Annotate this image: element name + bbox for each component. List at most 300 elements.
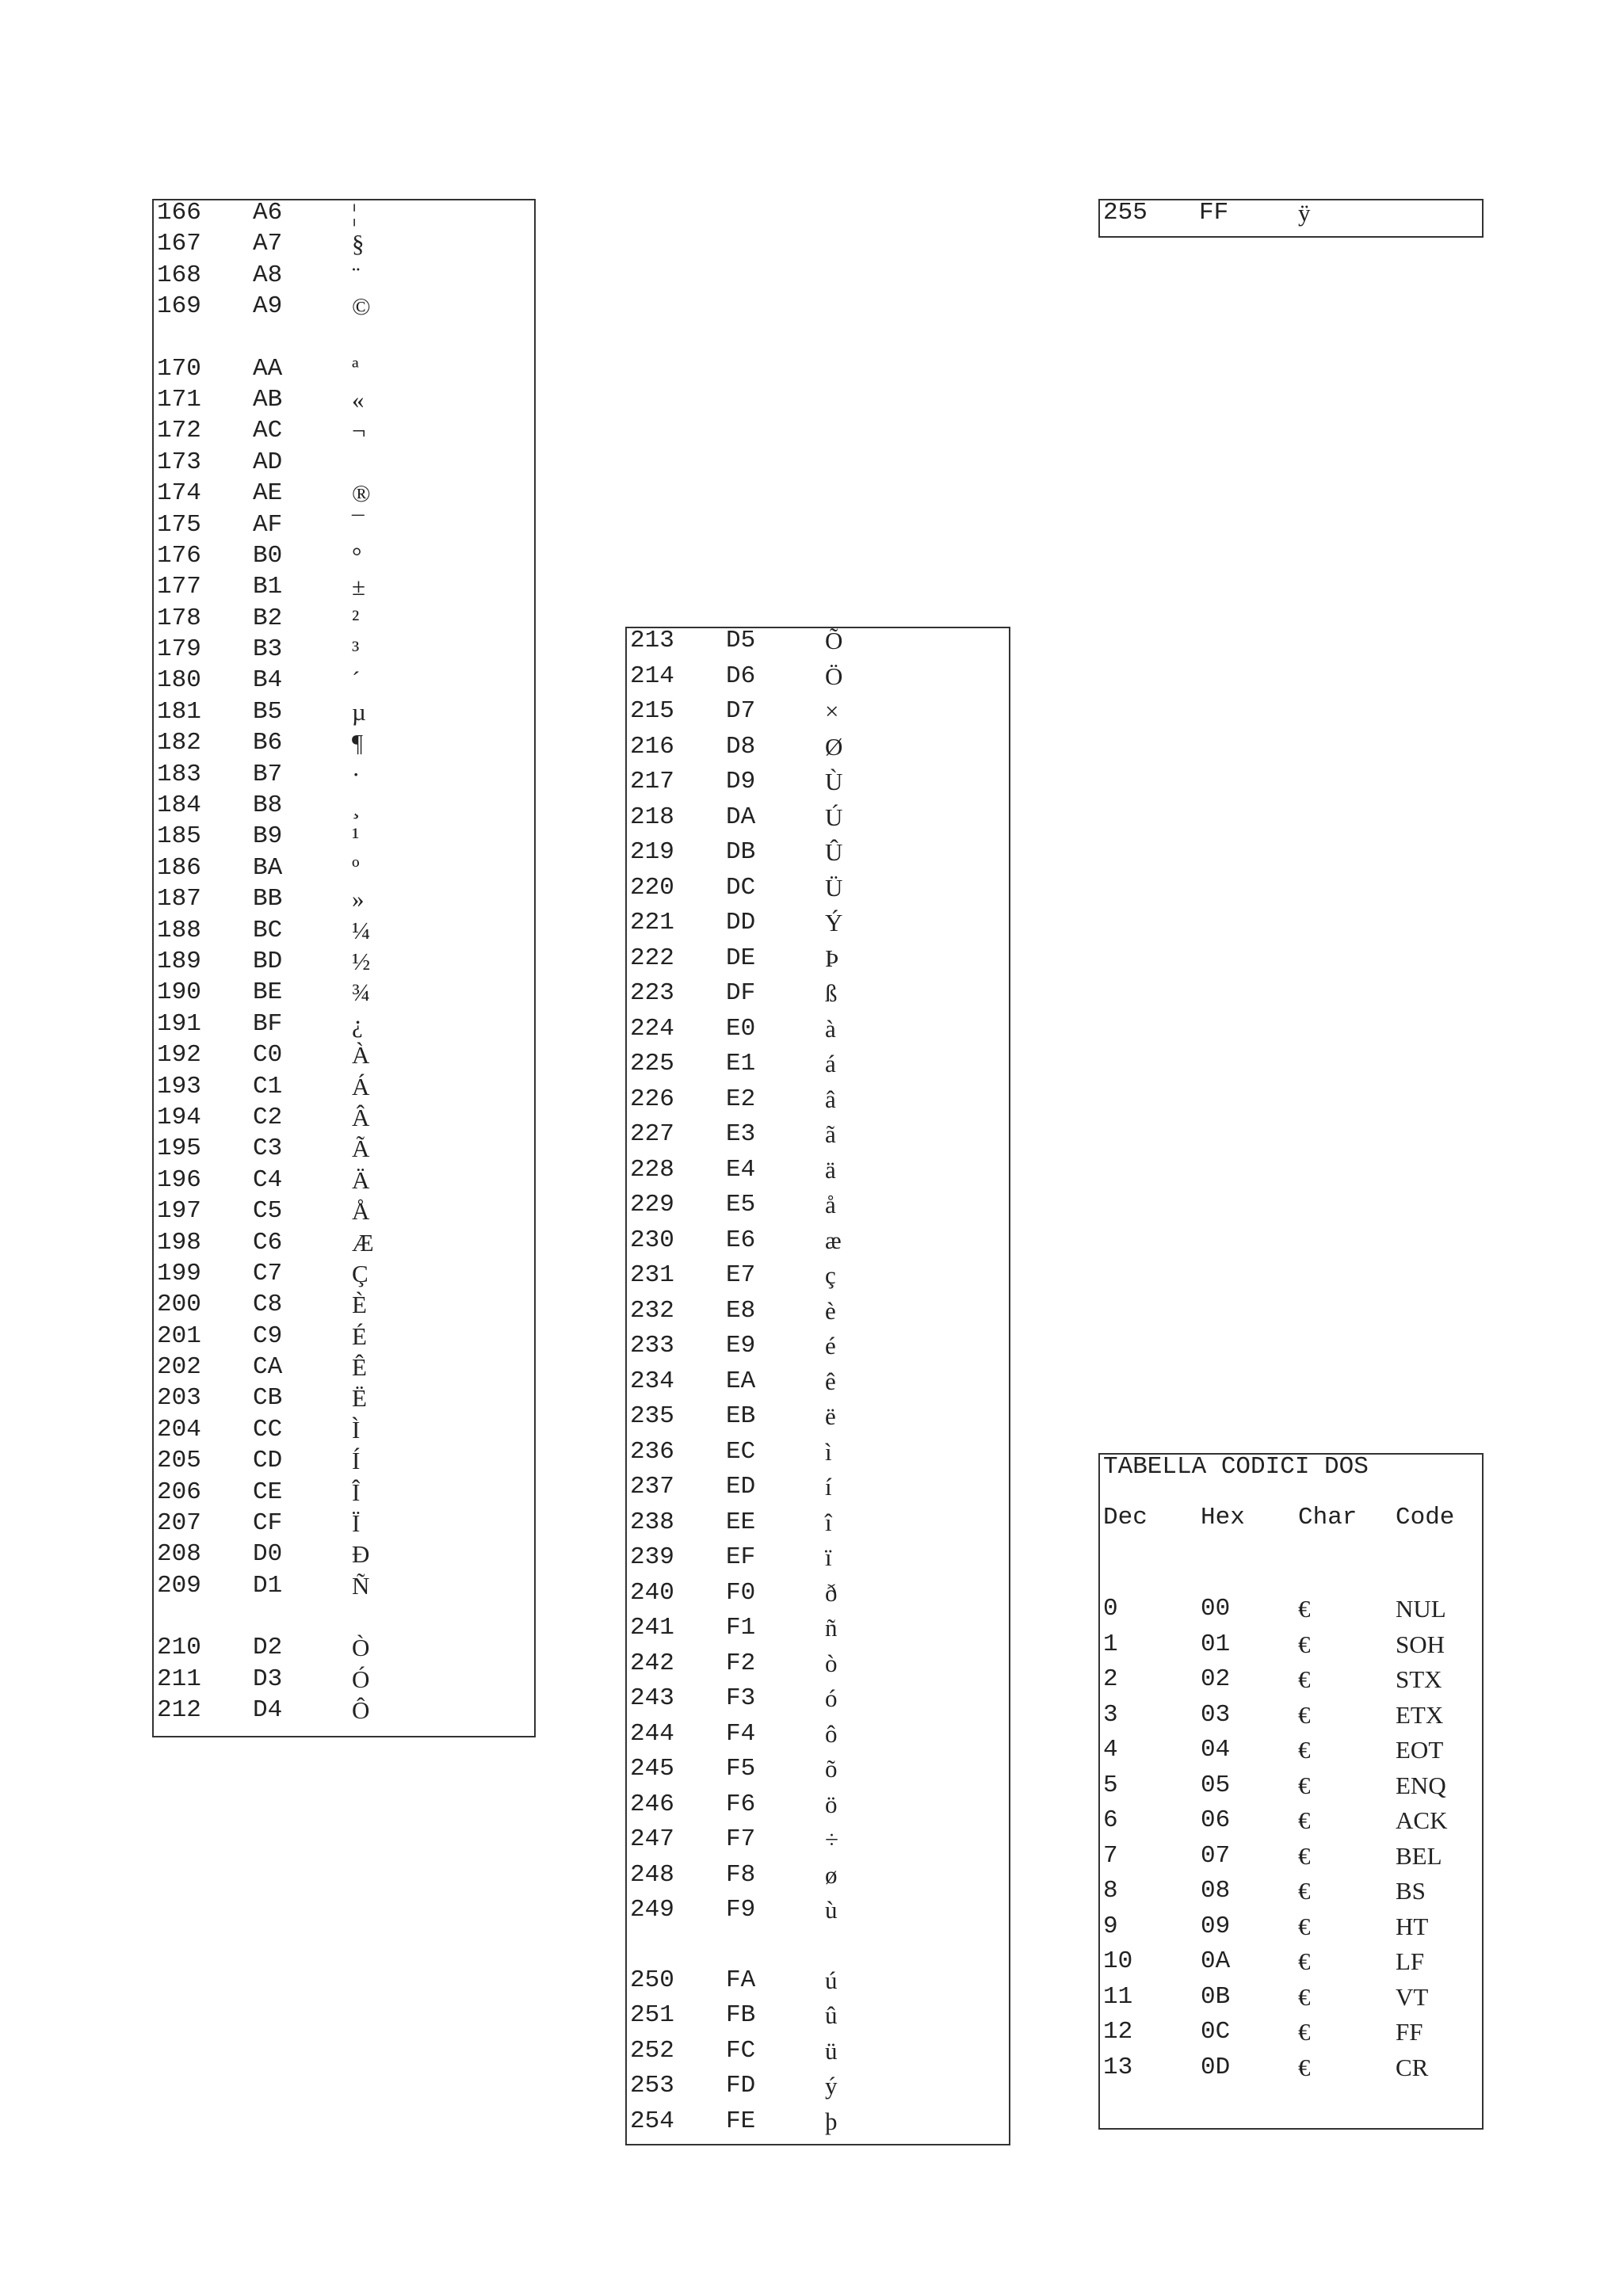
table-row bbox=[627, 1545, 1009, 1581]
cell-code: VT bbox=[1396, 1982, 1429, 2011]
header-char: Char bbox=[1298, 1504, 1358, 1531]
cell-char: Ç bbox=[352, 1259, 369, 1287]
cell-dec: 192 bbox=[157, 1041, 201, 1070]
cell-hex: FE bbox=[726, 2107, 756, 2135]
table-row bbox=[154, 1009, 534, 1043]
cell-char: ¸ bbox=[352, 791, 361, 820]
cell-hex: 04 bbox=[1201, 1736, 1231, 1764]
cell-hex: DA bbox=[726, 803, 756, 831]
cell-char: € bbox=[1298, 1771, 1311, 1799]
dos-table-title-row bbox=[1100, 1455, 1482, 1490]
table-row bbox=[154, 793, 534, 824]
table-row bbox=[627, 1263, 1009, 1299]
table-row bbox=[154, 1292, 534, 1323]
cell-hex: A8 bbox=[253, 261, 283, 289]
cell-hex: FD bbox=[726, 2072, 756, 2100]
cell-hex: C1 bbox=[253, 1072, 283, 1100]
cell-hex: A6 bbox=[253, 199, 283, 227]
table-row bbox=[627, 699, 1009, 734]
cell-hex: F5 bbox=[726, 1755, 756, 1783]
cell-dec: 247 bbox=[630, 1825, 674, 1853]
cell-hex: D7 bbox=[726, 697, 756, 725]
cell-hex: DF bbox=[726, 979, 756, 1007]
cell-hex: B1 bbox=[253, 573, 283, 601]
cell-char: € bbox=[1298, 1912, 1311, 1940]
cell-hex: 03 bbox=[1201, 1700, 1231, 1729]
table-row bbox=[627, 1756, 1009, 1792]
cell-dec: 183 bbox=[157, 760, 201, 788]
cell-hex: B0 bbox=[253, 541, 283, 570]
cell-char: µ bbox=[352, 697, 366, 726]
cell-char: » bbox=[352, 885, 365, 913]
cell-char: Ñ bbox=[352, 1571, 370, 1600]
cell-char: Î bbox=[352, 1478, 361, 1506]
table-row bbox=[627, 946, 1009, 982]
table-row bbox=[154, 1261, 534, 1292]
table-row bbox=[154, 1324, 534, 1355]
table-row bbox=[154, 1635, 534, 1666]
char-table-middle bbox=[625, 627, 1010, 2145]
cell-hex: 0C bbox=[1201, 2018, 1231, 2046]
cell-char: ÷ bbox=[825, 1825, 839, 1853]
table-row bbox=[627, 664, 1009, 700]
cell-char: Ü bbox=[825, 873, 843, 902]
cell-char: Ê bbox=[352, 1353, 367, 1382]
cell-dec: 166 bbox=[157, 199, 201, 227]
table-row bbox=[627, 734, 1009, 770]
table-row bbox=[154, 1136, 534, 1167]
cell-char: í bbox=[825, 1473, 832, 1501]
cell-char: Â bbox=[352, 1103, 370, 1131]
cell-hex: FA bbox=[726, 1966, 756, 1994]
cell-hex: 0A bbox=[1201, 1947, 1231, 1975]
table-row bbox=[627, 1578, 1009, 1616]
cell-dec: 212 bbox=[157, 1695, 201, 1724]
table-row bbox=[154, 1695, 534, 1729]
cell-dec: 221 bbox=[630, 909, 674, 936]
cell-char: Á bbox=[352, 1072, 370, 1100]
cell-dec: 171 bbox=[157, 385, 201, 414]
table-row bbox=[154, 1573, 534, 1604]
table-row bbox=[154, 387, 534, 418]
table-row bbox=[1100, 1773, 1482, 1809]
table-row bbox=[627, 1155, 1009, 1193]
table-row bbox=[1100, 1737, 1482, 1773]
cell-hex: AB bbox=[253, 385, 283, 414]
cell-char: ¨ bbox=[352, 261, 361, 289]
cell-hex: 00 bbox=[1201, 1595, 1231, 1623]
cell-char: æ bbox=[825, 1226, 842, 1254]
table-row bbox=[154, 762, 534, 793]
cell-char: ¾ bbox=[352, 978, 371, 1007]
cell-char: Ä bbox=[352, 1165, 370, 1194]
table-row bbox=[154, 949, 534, 980]
cell-dec: 177 bbox=[157, 573, 201, 601]
cell-dec: 241 bbox=[630, 1614, 674, 1642]
table-row bbox=[154, 980, 534, 1011]
cell-char: Ï bbox=[352, 1509, 361, 1538]
table-row bbox=[154, 697, 534, 730]
cell-dec: 237 bbox=[630, 1473, 674, 1501]
table-row bbox=[1100, 1700, 1482, 1738]
table-row bbox=[154, 354, 534, 387]
header-code: Code bbox=[1396, 1504, 1455, 1531]
cell-code: CR bbox=[1396, 2053, 1429, 2081]
cell-char: × bbox=[825, 697, 839, 725]
cell-char: à bbox=[825, 1014, 836, 1043]
cell-char: ö bbox=[825, 1790, 838, 1818]
cell-dec: 176 bbox=[157, 541, 201, 570]
cell-char: Ð bbox=[352, 1540, 370, 1569]
cell-hex: C5 bbox=[253, 1197, 283, 1226]
table-row bbox=[627, 1296, 1009, 1334]
table-row bbox=[154, 668, 534, 699]
cell-dec: 180 bbox=[157, 666, 201, 695]
table-row bbox=[154, 824, 534, 855]
cell-dec: 226 bbox=[630, 1085, 674, 1113]
cell-dec: 170 bbox=[157, 354, 201, 383]
cell-char: Õ bbox=[825, 627, 843, 654]
cell-dec: 190 bbox=[157, 978, 201, 1007]
cell-code: ACK bbox=[1396, 1806, 1448, 1834]
header-hex: Hex bbox=[1201, 1504, 1245, 1531]
table-row bbox=[154, 450, 534, 481]
table-row bbox=[627, 1686, 1009, 1722]
cell-dec: 227 bbox=[630, 1120, 674, 1148]
cell-dec: 255 bbox=[1103, 199, 1148, 227]
cell-dec: 208 bbox=[157, 1540, 201, 1569]
cell-hex: F3 bbox=[726, 1684, 756, 1712]
cell-dec: 245 bbox=[630, 1755, 674, 1783]
cell-char: è bbox=[825, 1296, 836, 1325]
cell-dec: 232 bbox=[630, 1296, 674, 1325]
table-row bbox=[154, 1043, 534, 1074]
table-row bbox=[154, 481, 534, 512]
table-row bbox=[154, 1542, 534, 1573]
cell-dec: 2 bbox=[1103, 1665, 1118, 1693]
cell-dec: 220 bbox=[630, 873, 674, 902]
cell-dec: 6 bbox=[1103, 1806, 1118, 1834]
cell-hex: A7 bbox=[253, 230, 283, 258]
cell-code: EOT bbox=[1396, 1736, 1444, 1764]
table-row bbox=[154, 1417, 534, 1448]
table-row bbox=[627, 1968, 1009, 2004]
cell-char: Æ bbox=[352, 1228, 374, 1257]
cell-dec: 211 bbox=[157, 1665, 201, 1693]
cell-hex: FC bbox=[726, 2036, 756, 2065]
cell-hex: D2 bbox=[253, 1634, 283, 1662]
table-row bbox=[154, 1165, 534, 1199]
table-row bbox=[154, 263, 534, 294]
cell-dec: 213 bbox=[630, 627, 674, 654]
cell-dec: 214 bbox=[630, 662, 674, 690]
cell-dec: 11 bbox=[1103, 1982, 1133, 2011]
cell-hex: DB bbox=[726, 838, 756, 866]
cell-hex: E2 bbox=[726, 1085, 756, 1113]
cell-hex: ED bbox=[726, 1473, 756, 1501]
table-row bbox=[154, 1511, 534, 1542]
cell-hex: 0B bbox=[1201, 1982, 1231, 2011]
cell-hex: E6 bbox=[726, 1226, 756, 1254]
table-row bbox=[627, 1369, 1009, 1405]
cell-dec: 222 bbox=[630, 944, 674, 972]
cell-dec: 174 bbox=[157, 479, 201, 508]
cell-dec: 196 bbox=[157, 1165, 201, 1194]
cell-dec: 225 bbox=[630, 1050, 674, 1077]
cell-hex: C8 bbox=[253, 1291, 283, 1319]
cell-dec: 246 bbox=[630, 1790, 674, 1818]
cell-dec: 9 bbox=[1103, 1912, 1118, 1940]
table-row bbox=[1100, 1914, 1482, 1950]
cell-code: STX bbox=[1396, 1665, 1442, 1693]
cell-code: BEL bbox=[1396, 1841, 1442, 1870]
table-row bbox=[627, 1122, 1009, 1158]
cell-char: Ú bbox=[825, 803, 843, 831]
cell-hex: C7 bbox=[253, 1259, 283, 1287]
cell-hex: D3 bbox=[253, 1665, 283, 1693]
table-row bbox=[154, 1355, 534, 1386]
cell-hex: B9 bbox=[253, 822, 283, 851]
cell-char: ª bbox=[352, 354, 359, 383]
table-row bbox=[627, 1333, 1009, 1369]
cell-dec: 167 bbox=[157, 230, 201, 258]
table-row bbox=[1100, 2055, 1482, 2091]
cell-dec: 188 bbox=[157, 916, 201, 944]
table-row bbox=[627, 2036, 1009, 2074]
cell-char: € bbox=[1298, 2053, 1311, 2081]
table-row bbox=[627, 1615, 1009, 1651]
cell-dec: 7 bbox=[1103, 1841, 1118, 1870]
cell-char: ¶ bbox=[352, 729, 364, 757]
dos-table-body bbox=[1100, 1596, 1482, 2090]
cell-char: € bbox=[1298, 1947, 1311, 1975]
cell-char: ¿ bbox=[352, 1009, 363, 1038]
cell-char: á bbox=[825, 1050, 836, 1077]
table-row bbox=[627, 2109, 1009, 2145]
cell-hex: EE bbox=[726, 1508, 756, 1536]
cell-char: Í bbox=[352, 1447, 361, 1475]
cell-hex: DE bbox=[726, 944, 756, 972]
cell-dec: 216 bbox=[630, 732, 674, 761]
cell-hex: D5 bbox=[726, 627, 756, 654]
cell-char: õ bbox=[825, 1755, 838, 1783]
cell-hex: 09 bbox=[1201, 1912, 1231, 1940]
cell-char: â bbox=[825, 1085, 836, 1113]
cell-char: € bbox=[1298, 1736, 1311, 1764]
table-row bbox=[627, 2073, 1009, 2109]
cell-dec: 13 bbox=[1103, 2053, 1133, 2081]
table-row bbox=[154, 510, 534, 543]
cell-dec: 175 bbox=[157, 510, 201, 539]
table-row bbox=[627, 1016, 1009, 1052]
table-row bbox=[627, 1051, 1009, 1087]
cell-char: Ö bbox=[825, 662, 843, 690]
cell-hex: C0 bbox=[253, 1041, 283, 1070]
cell-char: © bbox=[352, 292, 371, 321]
table-row bbox=[154, 887, 534, 917]
table-row bbox=[154, 606, 534, 637]
cell-char: ý bbox=[825, 2072, 838, 2100]
table-row bbox=[627, 1719, 1009, 1757]
cell-hex: EA bbox=[726, 1367, 756, 1395]
cell-dec: 10 bbox=[1103, 1947, 1133, 1975]
table-row bbox=[154, 231, 534, 262]
cell-char: ß bbox=[825, 979, 838, 1007]
table-row bbox=[627, 805, 1009, 841]
cell-hex: AF bbox=[253, 510, 283, 539]
cell-hex: D4 bbox=[253, 1695, 283, 1724]
cell-char: À bbox=[352, 1041, 370, 1070]
cell-char: Ã bbox=[352, 1135, 370, 1163]
cell-char: ² bbox=[352, 604, 360, 632]
cell-dec: 223 bbox=[630, 979, 674, 1007]
cell-char: € bbox=[1298, 1877, 1311, 1905]
cell-char: ø bbox=[825, 1860, 838, 1889]
table-row bbox=[627, 1437, 1009, 1475]
cell-hex: CE bbox=[253, 1478, 283, 1506]
cell-char: ³ bbox=[352, 635, 360, 664]
cell-hex: EF bbox=[726, 1543, 756, 1571]
cell-char: ð bbox=[825, 1578, 838, 1607]
cell-hex: 01 bbox=[1201, 1630, 1231, 1658]
cell-hex: C2 bbox=[253, 1103, 283, 1131]
cell-char: þ bbox=[825, 2107, 838, 2135]
dos-code-table bbox=[1098, 1453, 1484, 2130]
table-row bbox=[627, 1792, 1009, 1828]
char-table-left bbox=[152, 199, 536, 1737]
cell-dec: 187 bbox=[157, 885, 201, 913]
cell-hex: D9 bbox=[726, 768, 756, 795]
cell-dec: 202 bbox=[157, 1353, 201, 1382]
cell-code: HT bbox=[1396, 1912, 1429, 1940]
table-row bbox=[154, 1480, 534, 1511]
cell-dec: 244 bbox=[630, 1719, 674, 1748]
cell-hex: DD bbox=[726, 909, 756, 936]
cell-hex: F2 bbox=[726, 1649, 756, 1677]
cell-char: ´ bbox=[352, 666, 361, 695]
cell-dec: 195 bbox=[157, 1135, 201, 1163]
cell-dec: 181 bbox=[157, 697, 201, 726]
cell-char: € bbox=[1298, 1595, 1311, 1623]
cell-char: Å bbox=[352, 1197, 370, 1226]
cell-char: ¬ bbox=[352, 417, 366, 445]
table-row bbox=[627, 840, 1009, 875]
cell-dec: 231 bbox=[630, 1261, 674, 1289]
cell-dec: 186 bbox=[157, 853, 201, 882]
cell-hex: E9 bbox=[726, 1332, 756, 1360]
cell-dec: 198 bbox=[157, 1228, 201, 1257]
cell-dec: 249 bbox=[630, 1896, 674, 1924]
cell-char: ú bbox=[825, 1966, 838, 1994]
table-row bbox=[1100, 1982, 1482, 2020]
cell-hex: 05 bbox=[1201, 1771, 1231, 1799]
table-row bbox=[1100, 1949, 1482, 1985]
table-row bbox=[154, 1074, 534, 1105]
cell-dec: 185 bbox=[157, 822, 201, 851]
cell-dec: 184 bbox=[157, 791, 201, 820]
table-row bbox=[627, 1860, 1009, 1898]
cell-char: Ý bbox=[825, 909, 843, 936]
cell-dec: 168 bbox=[157, 261, 201, 289]
table-row bbox=[627, 1474, 1009, 1510]
cell-dec: 218 bbox=[630, 803, 674, 831]
cell-dec: 240 bbox=[630, 1578, 674, 1607]
cell-char: · bbox=[352, 760, 361, 788]
cell-char: Ù bbox=[825, 768, 843, 795]
cell-hex: CC bbox=[253, 1415, 283, 1444]
char-table-top-right bbox=[1098, 199, 1484, 238]
cell-dec: 200 bbox=[157, 1291, 201, 1319]
cell-hex: B3 bbox=[253, 635, 283, 664]
cell-dec: 3 bbox=[1103, 1700, 1118, 1729]
table-row bbox=[154, 1667, 534, 1698]
cell-dec: 250 bbox=[630, 1966, 674, 1994]
cell-hex: BE bbox=[253, 978, 283, 1007]
cell-char: å bbox=[825, 1191, 836, 1219]
cell-hex: AA bbox=[253, 354, 283, 383]
cell-dec: 230 bbox=[630, 1226, 674, 1254]
header-dec: Dec bbox=[1103, 1504, 1148, 1531]
cell-dec: 204 bbox=[157, 1415, 201, 1444]
table-row bbox=[627, 910, 1009, 946]
cell-hex: E3 bbox=[726, 1120, 756, 1148]
cell-hex: EB bbox=[726, 1402, 756, 1430]
table-row bbox=[154, 1386, 534, 1417]
cell-char: ¯ bbox=[352, 510, 365, 539]
cell-char: « bbox=[352, 385, 365, 414]
cell-dec: 229 bbox=[630, 1191, 674, 1219]
cell-dec: 189 bbox=[157, 947, 201, 975]
cell-hex: CA bbox=[253, 1353, 283, 1382]
cell-hex: BA bbox=[253, 853, 283, 882]
table-row bbox=[627, 1510, 1009, 1546]
cell-char: ë bbox=[825, 1402, 836, 1430]
dos-table-title: TABELLA CODICI DOS bbox=[1103, 1453, 1369, 1481]
cell-dec: 4 bbox=[1103, 1736, 1118, 1764]
cell-hex: F1 bbox=[726, 1614, 756, 1642]
cell-dec: 252 bbox=[630, 2036, 674, 2065]
cell-hex: FB bbox=[726, 2001, 756, 2029]
cell-hex: BF bbox=[253, 1009, 283, 1038]
table-row bbox=[627, 628, 1009, 664]
cell-char: € bbox=[1298, 1665, 1311, 1693]
cell-char: ä bbox=[825, 1155, 836, 1184]
cell-char: ô bbox=[825, 1719, 838, 1748]
cell-dec: 251 bbox=[630, 2001, 674, 2029]
cell-hex: B2 bbox=[253, 604, 283, 632]
cell-char: ÿ bbox=[1298, 199, 1311, 227]
cell-hex: F7 bbox=[726, 1825, 756, 1853]
cell-char: Ë bbox=[352, 1384, 367, 1413]
table-row bbox=[1100, 1632, 1482, 1668]
cell-char: Ó bbox=[352, 1665, 370, 1693]
cell-char: ® bbox=[352, 479, 371, 508]
cell-char: ñ bbox=[825, 1614, 838, 1642]
cell-code: SOH bbox=[1396, 1630, 1445, 1658]
cell-char: ì bbox=[825, 1437, 832, 1466]
cell-char: ï bbox=[825, 1543, 832, 1571]
cell-char: º bbox=[352, 853, 360, 882]
cell-dec: 215 bbox=[630, 697, 674, 725]
table-row bbox=[154, 574, 534, 605]
cell-char: ê bbox=[825, 1367, 836, 1395]
cell-hex: D1 bbox=[253, 1571, 283, 1600]
cell-dec: 224 bbox=[630, 1014, 674, 1043]
cell-dec: 173 bbox=[157, 448, 201, 476]
cell-hex: CF bbox=[253, 1509, 283, 1538]
cell-hex: D8 bbox=[726, 732, 756, 761]
cell-hex: BC bbox=[253, 916, 283, 944]
